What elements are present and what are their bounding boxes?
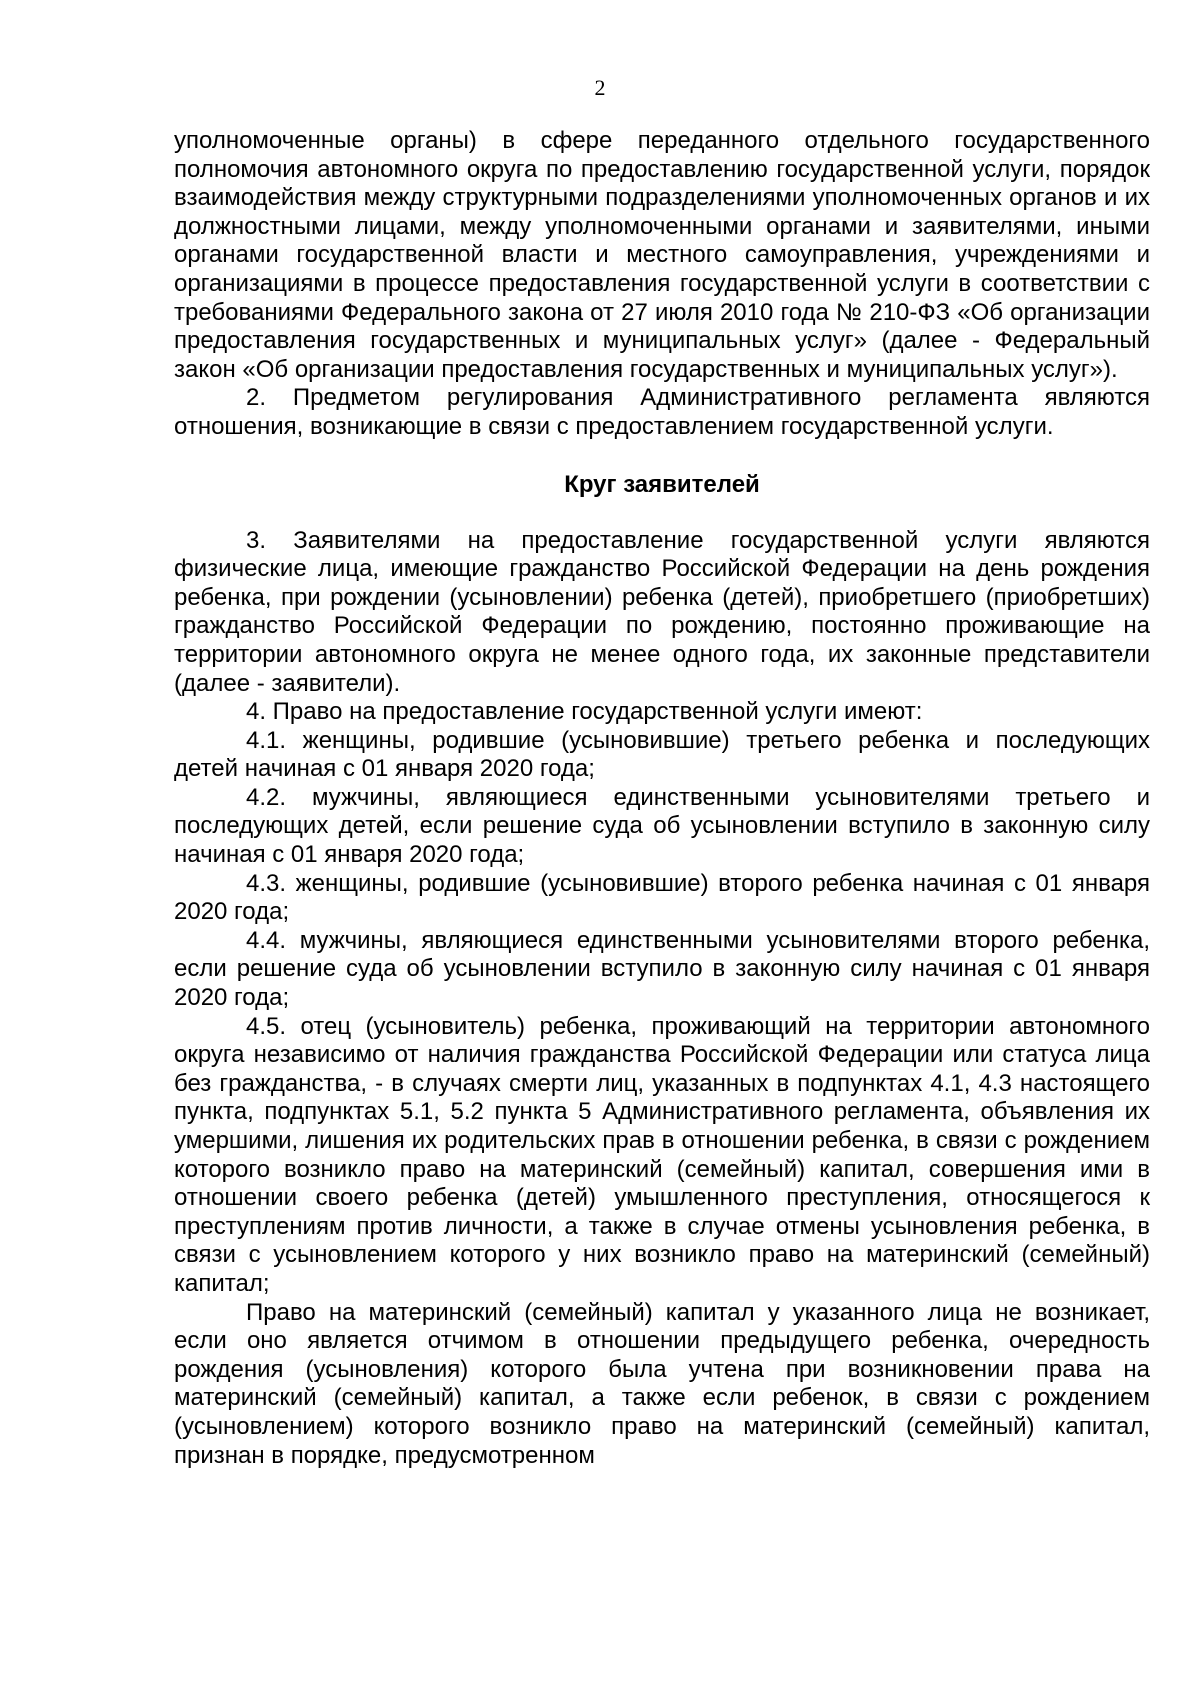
paragraph-2-subject: 2. Предметом регулирования Административного регламента являются отношения, возникающие в связи с предоставлением государственной услуги. <box>174 384 1150 440</box>
paragraph-3-applicants: 3. Заявителями на предоставление государственной услуги являются физические лица, имеющие гражданство Российской Федерации на день рождения ребенка, при рождении (усыновлении) ребенка (детей), приобретшего (приобретших) гражданство Российской Федерации по рождению, постоянно проживающие на территории автономного округа не менее одного года, их законные представители (далее - заявители). <box>174 526 1150 697</box>
section-heading-applicants: Круг заявителей <box>564 470 760 498</box>
paragraph-scope-continuation: уполномоченные органы) в сфере переданного отдельного государственного полномочия автономного округа по предоставлению государственной услуги, порядок взаимодействия между структурными подразделениями уполномоченных органов и их должностными лицами, между уполномоченными органами и заявителями, иными органами государственной власти и местного самоуправления, учреждениями и организациями в процессе предоставления государственной услуги в соответствии с требованиями Федерального закона от 27 июля 2010 года № 210-ФЗ «Об организации предоставления государственных и муниципальных услуг» (далее - Федеральный закон «Об организации предоставления государственных и муниципальных услуг»). <box>174 127 1150 383</box>
subparagraph-4-5: 4.5. отец (усыновитель) ребенка, проживающий на территории автономного округа независимо от наличия гражданства Российской Федерации или статуса лица без гражданства, - в случаях смерти лиц, указанных в подпунктах 4.1, 4.3 настоящего пункта, подпунктах 5.1, 5.2 пункта 5 Административного регламента, объявления их умершими, лишения их родительских прав в отношении ребенка, в связи с рождением которого возникло право на материнский (семейный) капитал, совершения ими в отношении своего ребенка (детей) умышленного преступления, относящегося к преступлениям против личности, а также в случае отмены усыновления ребенка, в связи с усыновлением которого у них возникло право на материнский (семейный) капитал; <box>174 1012 1150 1297</box>
paragraph-4-right: 4. Право на предоставление государственной услуги имеют: <box>246 698 923 726</box>
subparagraph-4-4: 4.4. мужчины, являющиеся единственными усыновителями второго ребенка, если решение суда об усыновлении вступило в законную силу начиная с 01 января 2020 года; <box>174 926 1150 1012</box>
page-number: 2 <box>594 75 606 100</box>
subparagraph-4-1: 4.1. женщины, родившие (усыновившие) третьего ребенка и последующих детей начиная с 01 января 2020 года; <box>174 726 1150 783</box>
subparagraph-4-2: 4.2. мужчины, являющиеся единственными усыновителями третьего и последующих детей, если решение суда об усыновлении вступило в законную силу начиная с 01 января 2020 года; <box>174 783 1150 869</box>
subparagraph-4-3: 4.3. женщины, родившие (усыновившие) второго ребенка начиная с 01 января 2020 года; <box>174 869 1150 926</box>
paragraph-stepfather-exception: Право на материнский (семейный) капитал у указанного лица не возникает, если оно является отчимом в отношении предыдущего ребенка, очередность рождения (усыновления) которого была учтена при возникновении права на материнский (семейный) капитал, а также если ребенок, в связи с рождением (усыновлением) которого возникло право на материнский (семейный) капитал, признан в порядке, предусмотренном <box>174 1298 1150 1469</box>
document-body <box>174 127 1150 1470</box>
